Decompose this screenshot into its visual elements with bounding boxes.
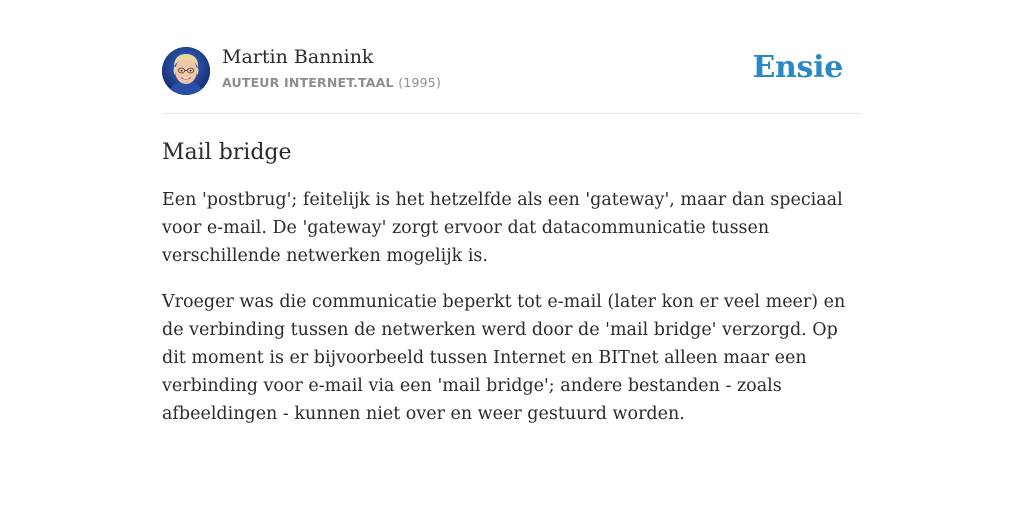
author-role bbox=[222, 75, 441, 90]
ensie-logo-link[interactable]: Ensie bbox=[752, 50, 843, 85]
author-role-year: (1995) bbox=[398, 75, 442, 90]
entry-title: Mail bridge bbox=[162, 140, 292, 165]
entry-card bbox=[162, 40, 862, 428]
author-avatar[interactable] bbox=[162, 47, 210, 95]
author-photo-icon bbox=[162, 47, 210, 95]
entry-header bbox=[162, 40, 862, 114]
author-name[interactable]: Martin Bannink bbox=[222, 46, 374, 68]
entry-paragraph-2: Vroeger was die communicatie beperkt tot e-mail (later kon er veel meer) en de verbinding tussen de netwerken werd door de 'mail bridge' verzorgd. Op dit moment is er bijvoorbeeld tussen Internet en BITnet alleen maar een verbinding voor e-mail via een 'mail bridge'; andere bestanden - zoals afbeeldingen - kunnen niet over en weer gestuurd worden. bbox=[162, 292, 846, 424]
entry-paragraph-1: Een 'postbrug'; feitelijk is het hetzelfde als een 'gateway', maar dan speciaal voor e-mail. De 'gateway' zorgt ervoor dat datacommunicatie tussen verschillende netwerken mogelijk is. bbox=[162, 190, 843, 266]
author-role-label: AUTEUR INTERNET.TAAL bbox=[222, 75, 394, 90]
